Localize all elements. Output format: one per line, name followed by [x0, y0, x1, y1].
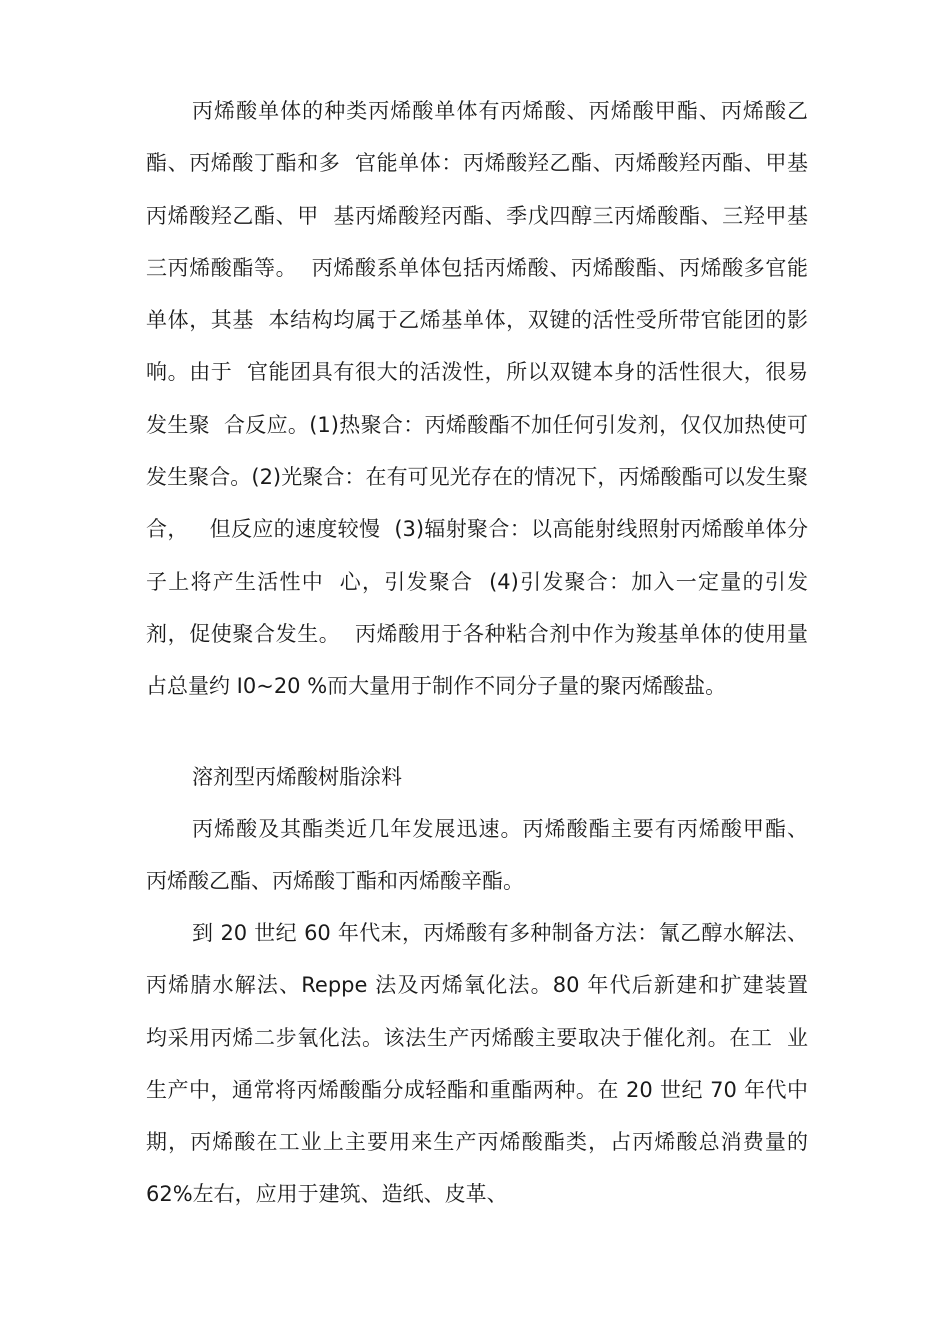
paragraph-acrylic-monomers: 丙烯酸单体的种类丙烯酸单体有丙烯酸、丙烯酸甲酯、丙烯酸乙酯、丙烯酸丁酯和多 官能单体：丙烯酸羟乙酯、丙烯酸羟丙酯、甲基丙烯酸羟乙酯、甲 基丙烯酸羟丙酯、季戊四醇三丙烯酸酯、三羟甲基三丙烯酸酯等。 丙烯酸系单体包括丙烯酸、丙烯酸酯、丙烯酸多官能单体，其基 本结构均属于乙烯基单体，双键的活性受所带官能团的影响。由于 官能团具有很大的活泼性，所以双键本身的活性很大，很易发生聚 合反应。(1)热聚合：丙烯酸酯不加任何引发剂，仅仅加热使可发生聚合。(2)光聚合：在有可见光存在的情况下，丙烯酸酯可以发生聚合， 但反应的速度较慢 (3)辐射聚合：以高能射线照射丙烯酸单体分子上将产生活性中 心，引发聚合 (4)引发聚合：加入一定量的引发剂，促使聚合发生。 丙烯酸用于各种粘合剂中作为羧基单体的使用量占总量约 I0~20 %而大量用于制作不同分子量的聚丙烯酸盐。	[146, 99, 808, 699]
section-heading-solvent-acrylic-coating: 溶剂型丙烯酸树脂涂料	[192, 765, 402, 789]
paragraph-acrylic-esters: 丙烯酸及其酯类近几年发展迅速。丙烯酸酯主要有丙烯酸甲酯、 丙烯酸乙酯、丙烯酸丁酯和丙烯酸辛酯。	[146, 817, 822, 894]
paragraph-acrylic-production-history: 到 20 世纪 60 年代末，丙烯酸有多种制备方法：氰乙醇水解法、 丙烯腈水解法、Reppe 法及丙烯氧化法。80 年代后新建和扩建装置 均采用丙烯二步氧化法。该法生产丙烯酸主要取决于催化剂。在工 业生产中，通常将丙烯酸酯分成轻酯和重酯两种。在 20 世纪 70 年代中期，丙烯酸在工业上主要用来生产丙烯酸酯类，占丙烯酸总消费量的 62%左右，应用于建筑、造纸、皮革、	[146, 921, 822, 1207]
